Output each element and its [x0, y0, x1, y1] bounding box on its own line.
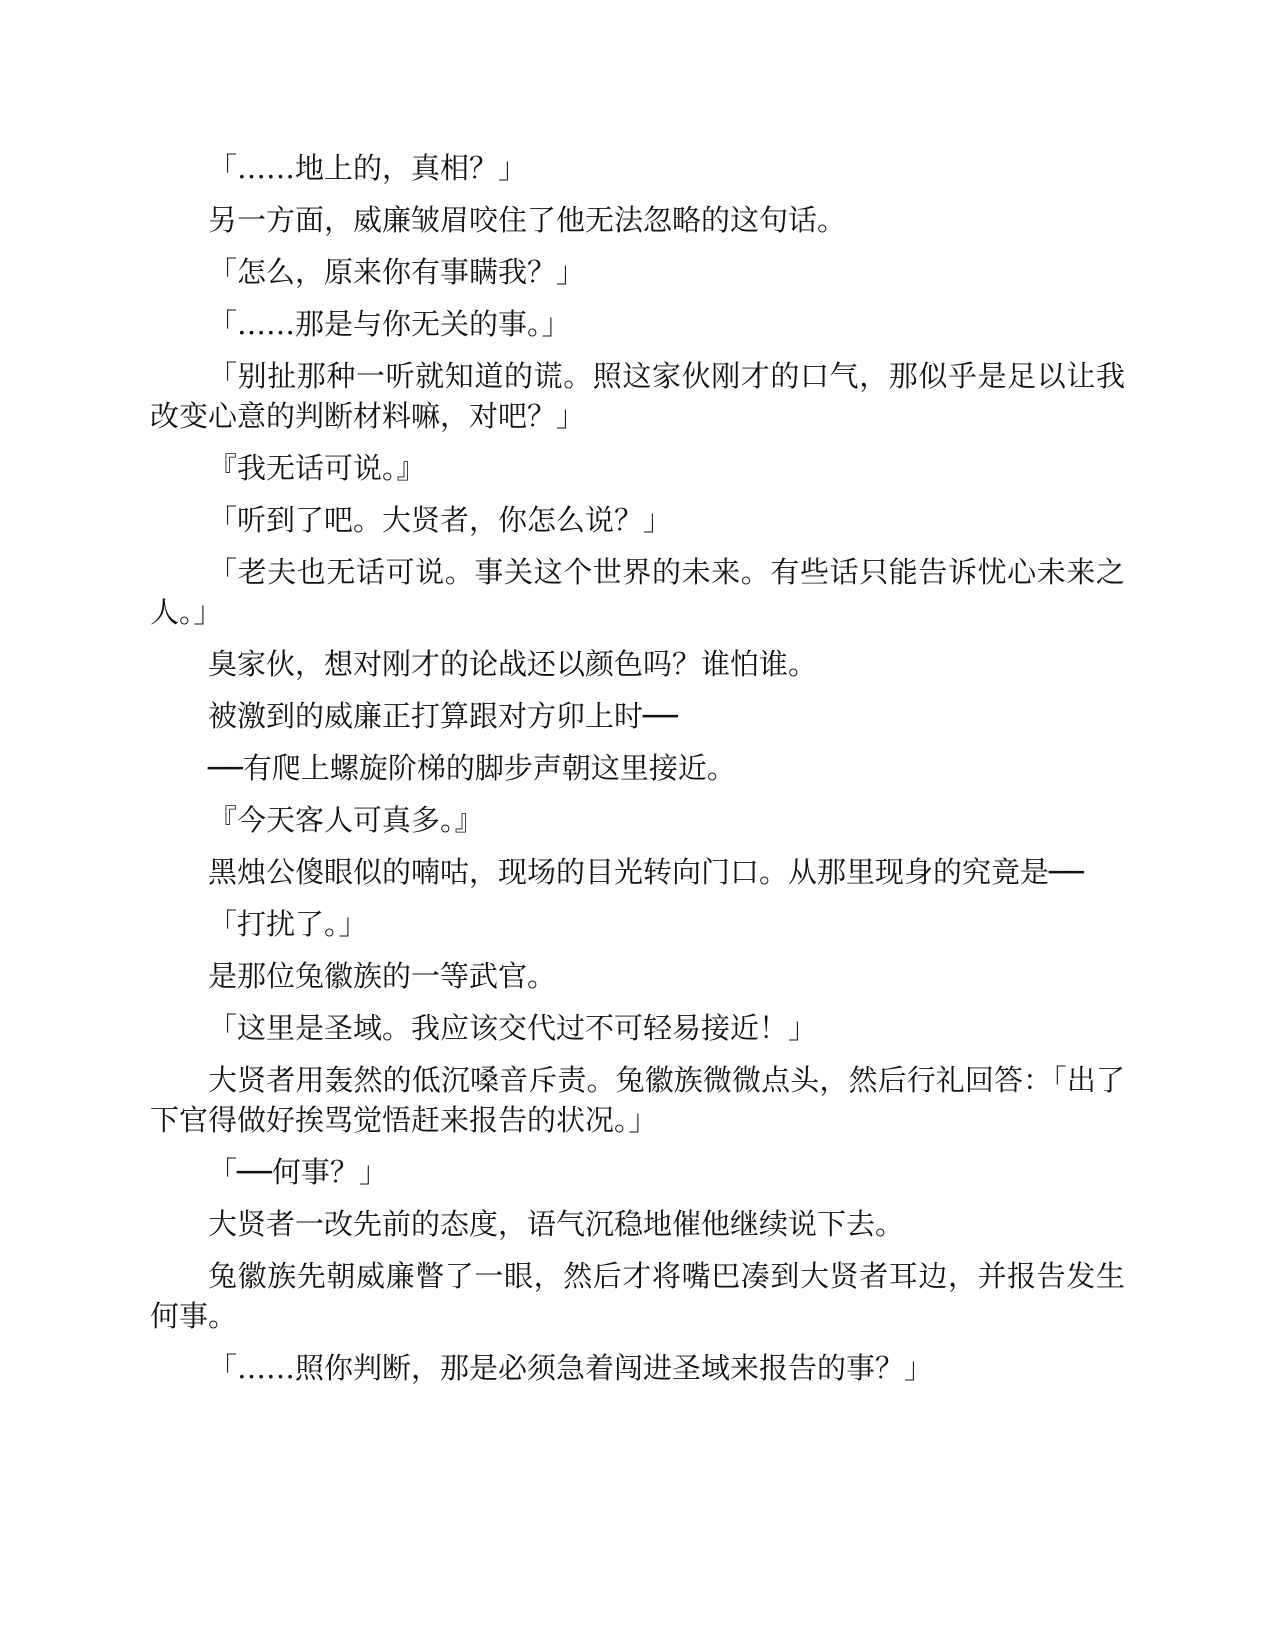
paragraph: 「……地上的，真相？」	[208, 151, 528, 185]
paragraph: 大贤者一改先前的态度，语气沉稳地催他继续说下去。	[208, 1207, 905, 1241]
paragraph: 兔徽族先朝威廉瞥了一眼，然后才将嘴巴凑到大贤者耳边，并报告发生何事。	[150, 1259, 1125, 1333]
paragraph: 「打扰了。」	[208, 907, 368, 941]
paragraph: 「别扯那种一听就知道的谎。照这家伙刚才的口气，那似乎是足以让我改变心意的判断材料嘛，对吧？」	[150, 359, 1125, 433]
paragraph: 黑烛公傻眼似的喃咕，现场的目光转向门口。从那里现身的究竟是──	[208, 855, 1084, 889]
paragraph: 「……那是与你无关的事。」	[208, 307, 571, 341]
paragraph: ──有爬上螺旋阶梯的脚步声朝这里接近。	[208, 751, 736, 785]
paragraph: 大贤者用轰然的低沉嗓音斥责。兔徽族微微点头，然后行礼回答：「出了下官得做好挨骂觉悟赶来报告的状况。」	[150, 1063, 1125, 1137]
paragraph: 是那位兔徽族的一等武官。	[208, 959, 557, 993]
paragraph: 「听到了吧。大贤者，你怎么说？」	[208, 503, 673, 537]
paragraph: 被激到的威廉正打算跟对方卯上时──	[208, 699, 678, 733]
paragraph: 臭家伙，想对刚才的论战还以颜色吗？谁怕谁。	[208, 647, 818, 681]
paragraph: 「──何事？」	[208, 1155, 388, 1189]
paragraph: 「怎么，原来你有事瞒我？」	[208, 255, 586, 289]
paragraph: 『今天客人可真多。』	[208, 803, 484, 837]
document-page	[150, 148, 1125, 1400]
paragraph: 另一方面，威廉皱眉咬住了他无法忽略的这句话。	[208, 203, 847, 237]
paragraph: 『我无话可说。』	[208, 451, 426, 485]
paragraph: 「这里是圣域。我应该交代过不可轻易接近！」	[208, 1011, 818, 1045]
paragraph: 「……照你判断，那是必须急着闯进圣域来报告的事？」	[208, 1351, 934, 1385]
paragraph: 「老夫也无话可说。事关这个世界的未来。有些话只能告诉忧心未来之人。」	[150, 555, 1125, 629]
